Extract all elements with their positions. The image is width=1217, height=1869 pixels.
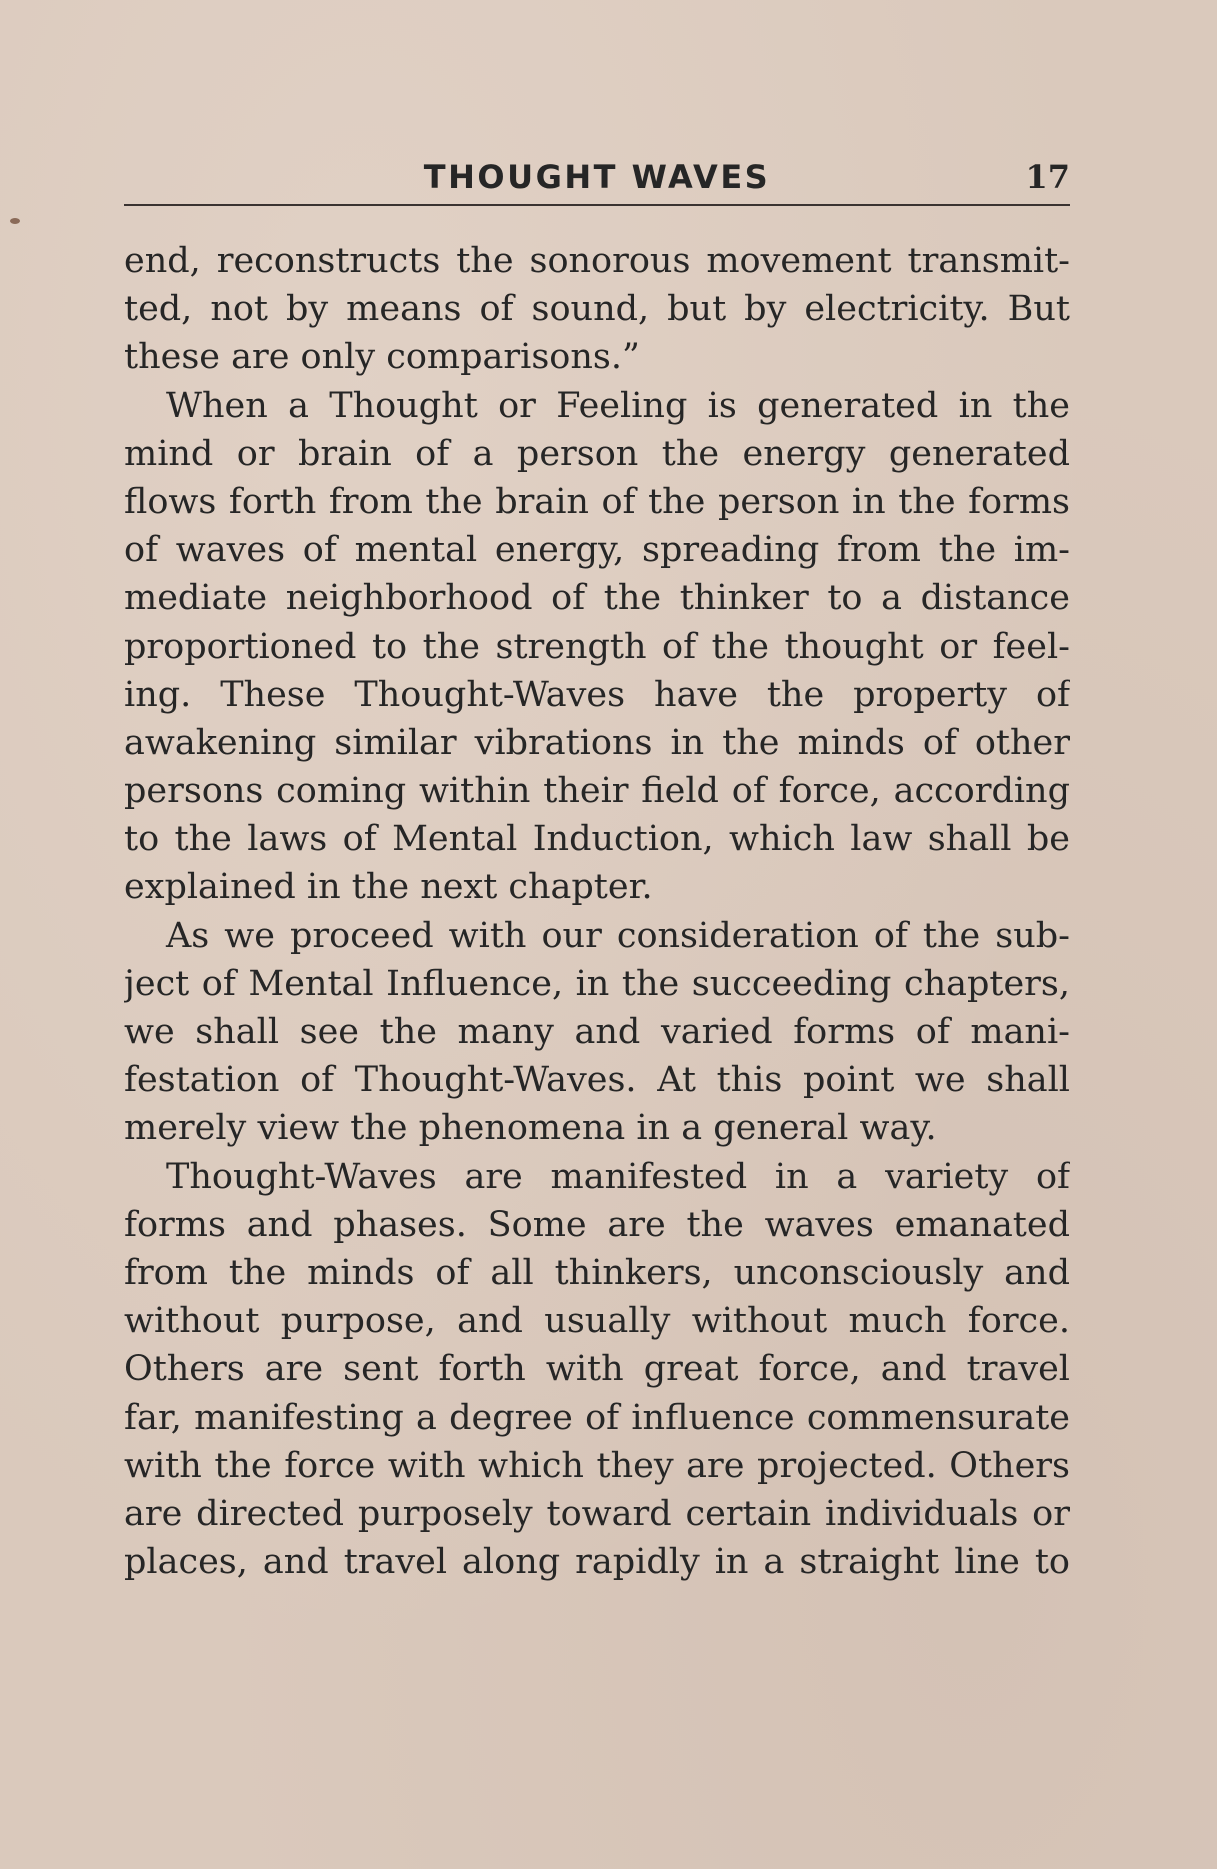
- text-line: explained in the next chapter.: [124, 867, 653, 908]
- text-line: places, and travel along rapidly in a straight line to: [124, 1542, 1070, 1583]
- text-line: flows forth from the brain of the person in the forms: [124, 481, 1070, 522]
- text-line: mind or brain of a person the energy generated: [124, 433, 1070, 474]
- text-line: these are only comparisons.”: [124, 337, 640, 378]
- text-line: awakening similar vibrations in the minds of other: [124, 722, 1070, 763]
- text-line: forms and phases. Some are the waves emanated: [124, 1204, 1070, 1245]
- page-header: [124, 150, 1070, 200]
- text-line: of waves of mental energy, spreading from the im-: [124, 530, 1070, 571]
- text-line: festation of Thought-Waves. At this point we shall: [124, 1060, 1070, 1101]
- paragraph-start-line: As we proceed with our consideration of the sub-: [166, 915, 1070, 956]
- body-text: [124, 237, 1070, 1586]
- text-line: merely view the phenomena in a general way.: [124, 1108, 937, 1149]
- header-rule: [124, 204, 1070, 206]
- text-line: mediate neighborhood of the thinker to a distance: [124, 578, 1070, 619]
- text-line: Others are sent forth with great force, and travel: [124, 1349, 1070, 1390]
- margin-speck: [10, 218, 20, 224]
- text-line: we shall see the many and varied forms of mani-: [124, 1012, 1070, 1052]
- paragraph-start-line: Thought-Waves are manifested in a variety of: [166, 1156, 1070, 1197]
- text-line: far, manifesting a degree of influence commensurate: [124, 1397, 1070, 1438]
- text-line: from the minds of all thinkers, unconsciously and: [124, 1252, 1070, 1293]
- text-line: persons coming within their field of force, according: [124, 771, 1070, 812]
- page-number: 17: [1025, 158, 1070, 196]
- text-line: are directed purposely toward certain individuals or: [124, 1493, 1070, 1534]
- text-line: without purpose, and usually without much force.: [124, 1301, 1070, 1342]
- text-line: proportioned to the strength of the thought or feel-: [124, 626, 1070, 667]
- running-title: THOUGHT WAVES: [423, 158, 771, 196]
- text-line: ing. These Thought-Waves have the property of: [124, 674, 1070, 715]
- text-line: ject of Mental Influence, in the succeeding chapters,: [124, 963, 1070, 1004]
- text-line: ted, not by means of sound, but by electricity. But: [124, 289, 1070, 330]
- text-line: with the force with which they are projected. Others: [124, 1445, 1070, 1486]
- text-line: end, reconstructs the sonorous movement transmit-: [124, 241, 1070, 281]
- paragraph-start-line: When a Thought or Feeling is generated in the: [166, 385, 1070, 426]
- text-line: to the laws of Mental Induction, which law shall be: [124, 819, 1070, 860]
